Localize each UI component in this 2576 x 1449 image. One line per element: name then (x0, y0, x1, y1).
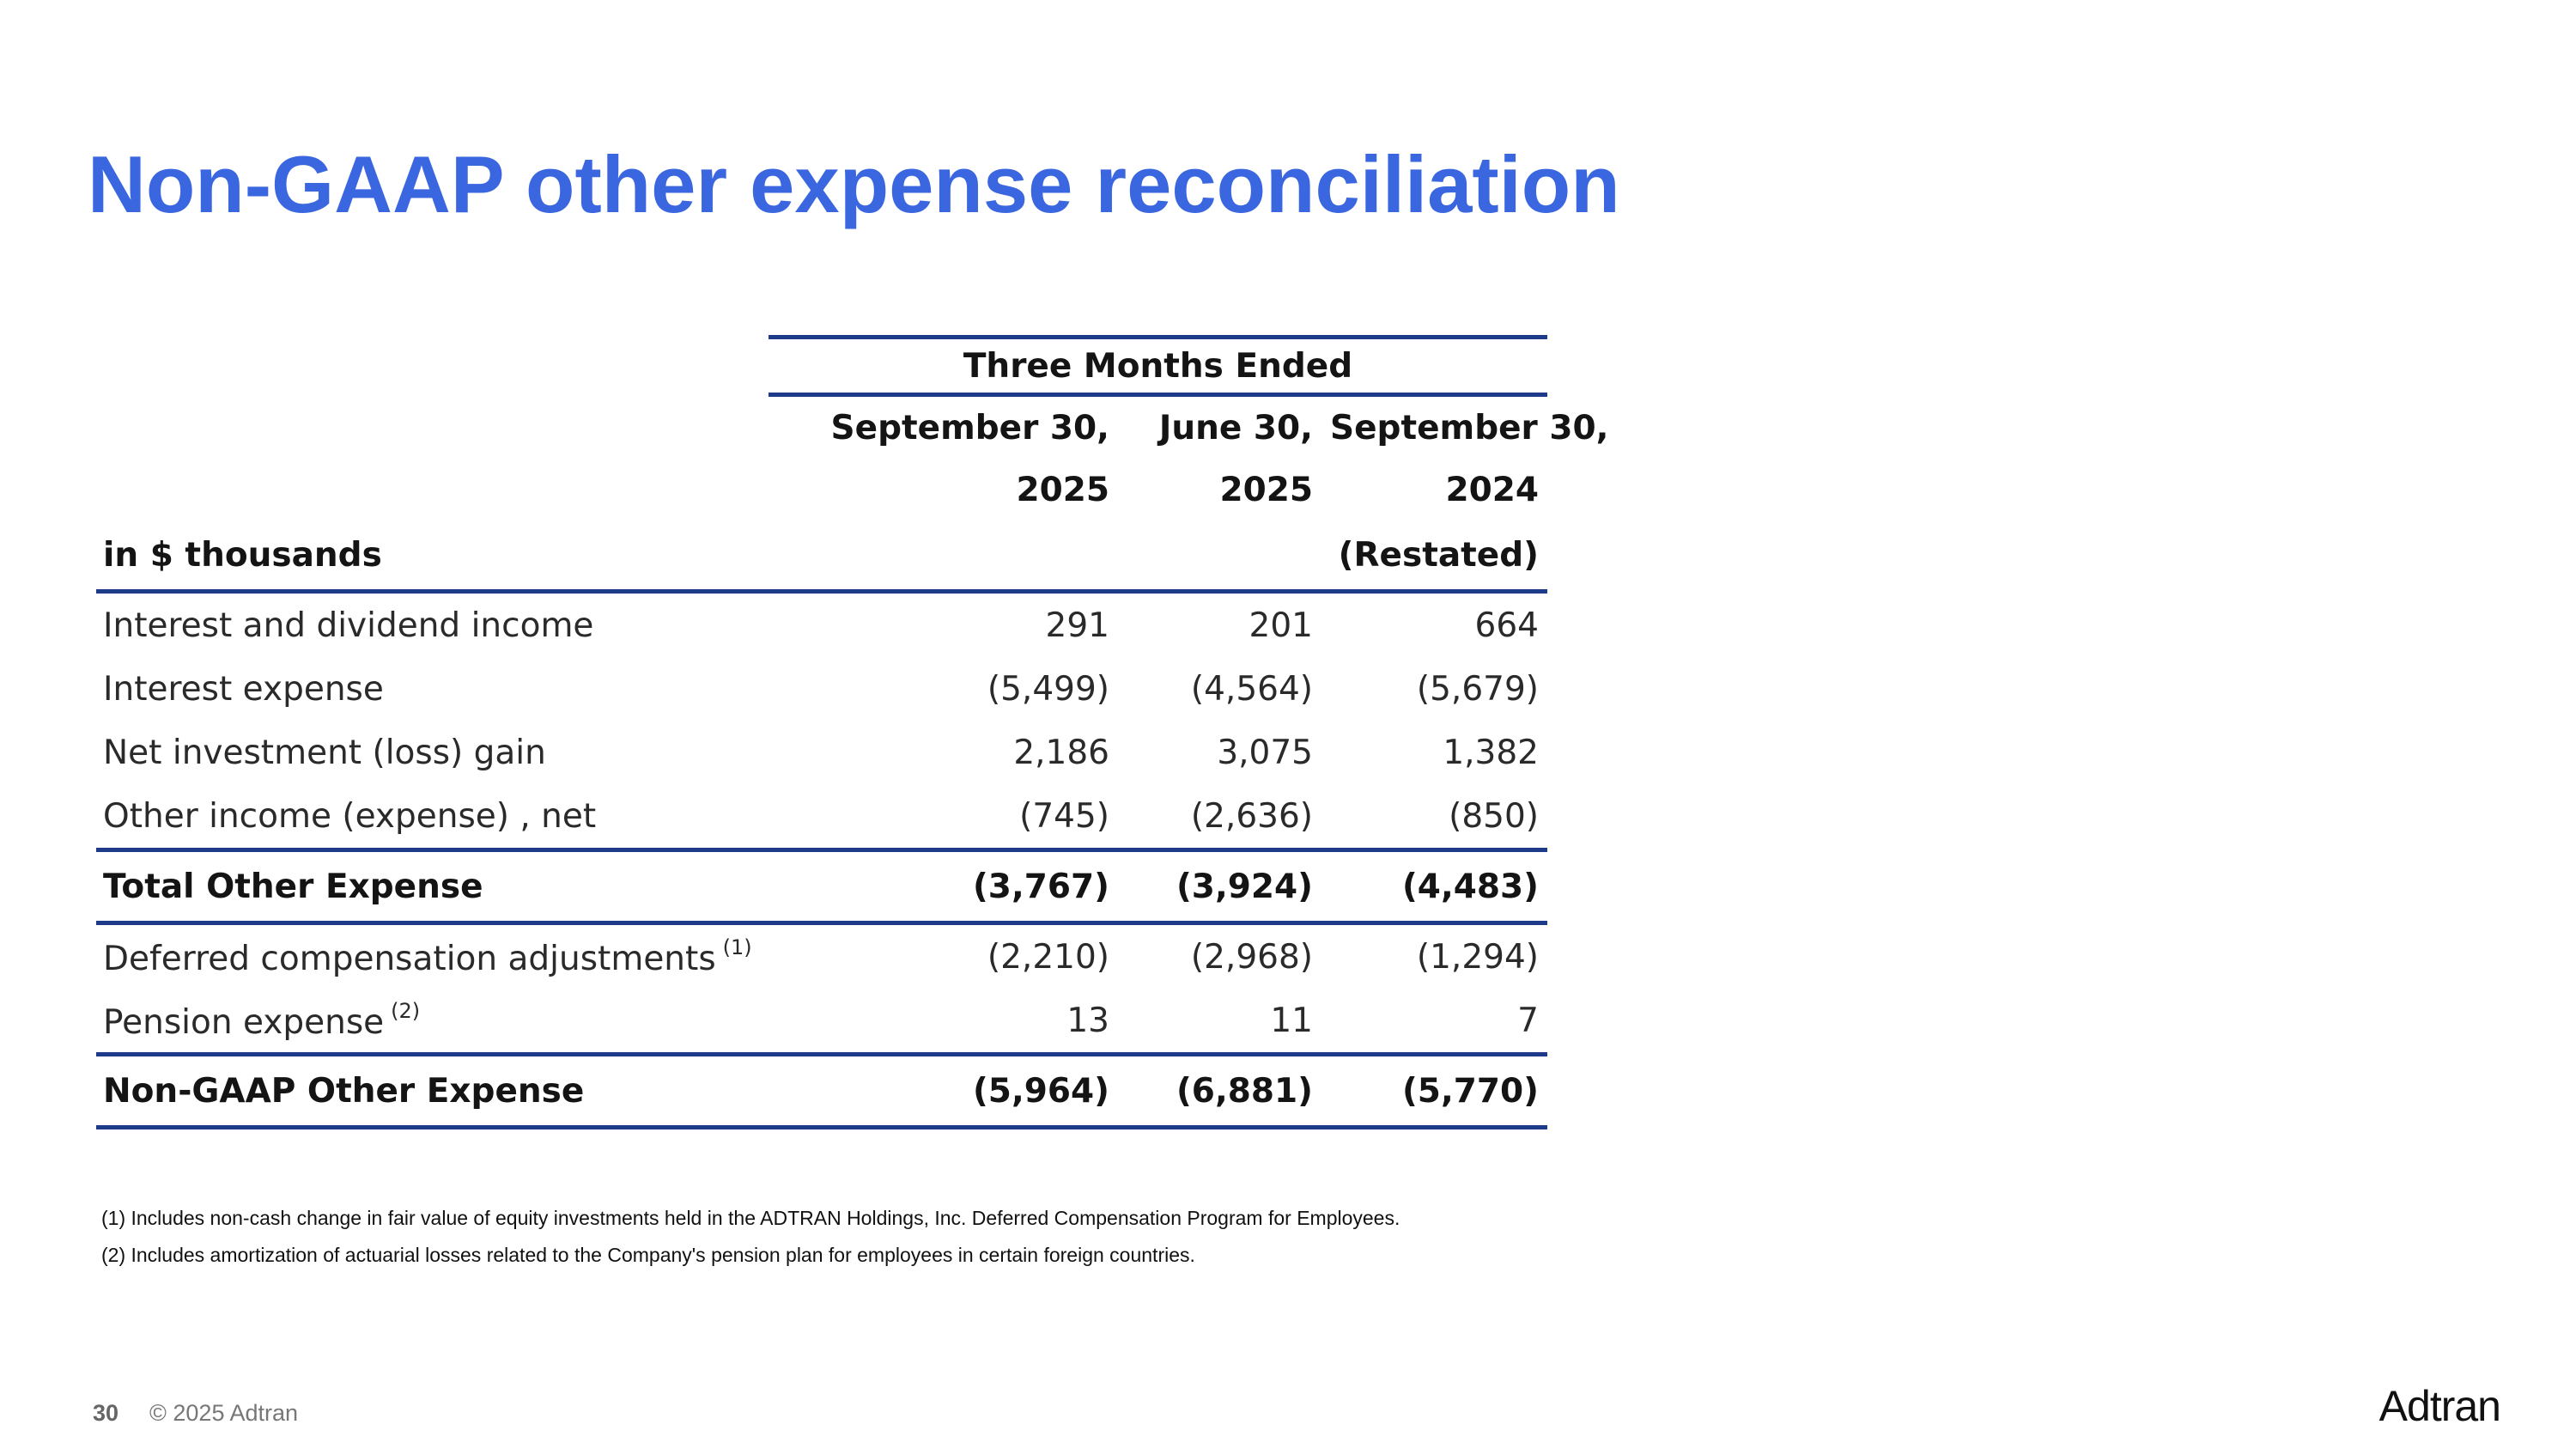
cell-value: (2,636) (1190, 796, 1313, 836)
cell-value: 3,075 (1217, 733, 1313, 772)
column-header-sep-2024-year: 2024 (1445, 470, 1539, 509)
cell-value: (4,564) (1190, 669, 1313, 709)
column-header-sep-2025-year: 2025 (1016, 470, 1109, 509)
non-gaap-value: (5,964) (972, 1071, 1109, 1111)
column-header-jun-2025-period: June 30, (1158, 408, 1313, 447)
group-header: Three Months Ended (769, 335, 1547, 397)
cell-value: 13 (1066, 1001, 1109, 1040)
total-row (96, 852, 1547, 921)
cell-value: (5,499) (987, 669, 1109, 709)
non-gaap-row (96, 1056, 1547, 1125)
non-gaap-value: (6,881) (1176, 1071, 1313, 1111)
cell-value: (1,294) (1416, 937, 1539, 977)
column-header-jun-2025-year: 2025 (1219, 470, 1313, 509)
total-label: Total Other Expense (103, 867, 483, 906)
cell-value: (5,679) (1416, 669, 1539, 709)
column-header-sep-2024-period: September 30, (1330, 408, 1609, 447)
footnote-ref: (1) (722, 935, 752, 959)
footnote-1: (1) Includes non-cash change in fair value of equity investments held in the ADTRAN Holdings, Inc. Deferred Compensation Program for Employees. (101, 1207, 1400, 1229)
cell-value: 11 (1270, 1001, 1313, 1040)
table-row (96, 721, 1547, 784)
table-row (96, 925, 1547, 989)
cell-value: 664 (1474, 606, 1539, 645)
page-number: 30 (93, 1400, 119, 1426)
unit-label: in $ thousands (103, 535, 382, 575)
cell-value: 7 (1517, 1001, 1539, 1040)
page-title: Non-GAAP other expense reconciliation (88, 139, 1620, 229)
logo-text: Adtran (2379, 1382, 2500, 1430)
table-row (96, 657, 1547, 721)
unit-row (96, 521, 1547, 589)
column-header-row-period (96, 397, 1609, 459)
cell-value: (2,968) (1190, 937, 1313, 977)
table-rule (96, 1125, 1547, 1129)
total-value: (4,483) (1401, 867, 1539, 906)
row-label: Deferred compensation adjustments (103, 940, 716, 978)
row-label: Other income (expense) , net (103, 796, 597, 836)
adtran-logo (2379, 1381, 2500, 1431)
non-gaap-label: Non-GAAP Other Expense (103, 1071, 585, 1111)
non-gaap-value: (5,770) (1401, 1071, 1539, 1111)
table-row (96, 784, 1547, 848)
cell-value: 201 (1249, 606, 1313, 645)
column-header-row-year (96, 459, 1547, 521)
restated-label: (Restated) (1338, 535, 1539, 575)
table-row (96, 989, 1547, 1052)
row-label: Interest expense (103, 669, 384, 709)
row-label: Interest and dividend income (103, 606, 594, 645)
footnote-2: (2) Includes amortization of actuarial losses related to the Company's pension plan for employees in certain foreign countries. (101, 1244, 1195, 1266)
cell-value: 291 (1045, 606, 1109, 645)
copyright: © 2025 Adtran (149, 1400, 299, 1426)
row-label: Net investment (loss) gain (103, 733, 546, 772)
row-label: Pension expense (103, 1003, 385, 1042)
cell-value: 2,186 (1013, 733, 1109, 772)
cell-value: (2,210) (987, 937, 1109, 977)
column-header-sep-2025-period: September 30, (830, 408, 1109, 447)
cell-value: 1,382 (1443, 733, 1539, 772)
total-value: (3,924) (1176, 867, 1313, 906)
footnote-ref: (2) (391, 999, 421, 1023)
cell-value: (850) (1449, 796, 1539, 836)
total-value: (3,767) (972, 867, 1109, 906)
reconciliation-table (96, 335, 1609, 1129)
table-row (96, 594, 1547, 657)
cell-value: (745) (1019, 796, 1109, 836)
